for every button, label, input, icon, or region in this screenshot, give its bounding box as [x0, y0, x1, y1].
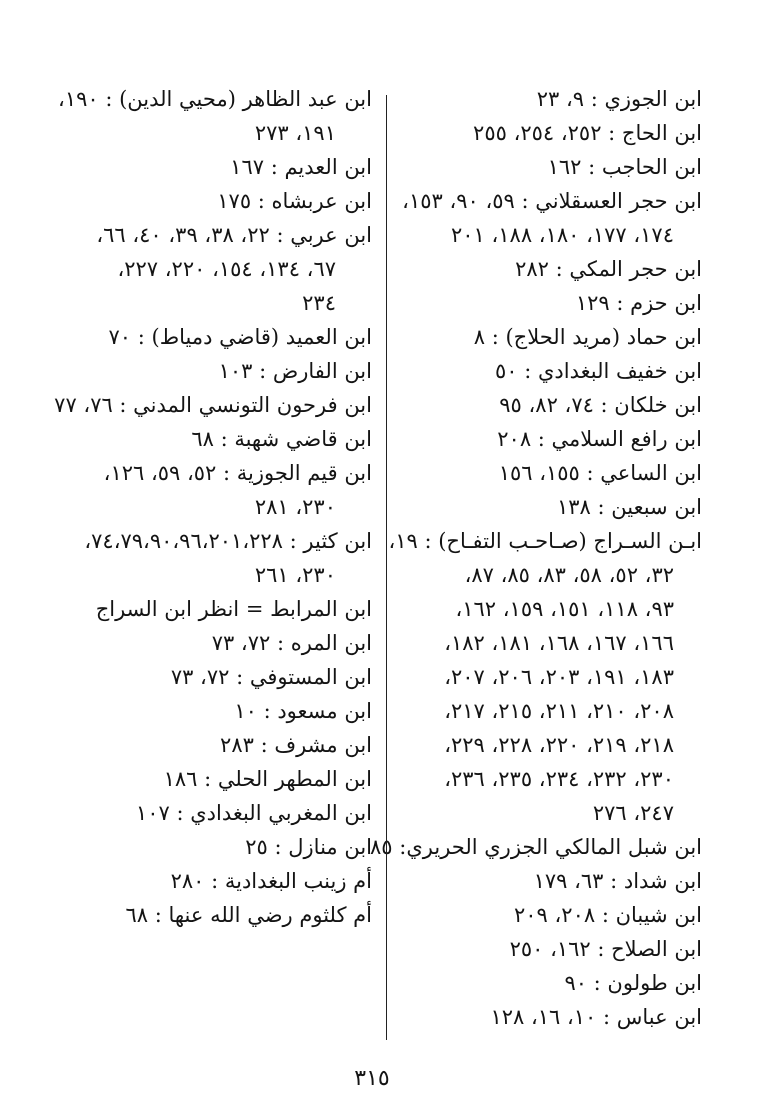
- index-entry: ابن عباس : ١٠، ١٦، ١٢٨: [490, 1005, 702, 1029]
- index-entry-continuation: ٣٢، ٥٢، ٥٨، ٨٣، ٨٥، ٨٧،: [464, 563, 674, 587]
- index-entry: ابن حجر المكي : ٢٨٢: [515, 257, 702, 281]
- index-entry: ابن قاضي شهبة : ٦٨: [191, 427, 372, 451]
- index-entry: ابن كثير : ٧٤،٧٩،٩٠،٩٦،٢٠١،٢٢٨،: [84, 529, 372, 553]
- index-entry: ابن عبد الظاهر (محيي الدين) : ١٩٠،: [58, 87, 372, 111]
- index-entry: ابن العديم : ١٦٧: [230, 155, 372, 179]
- index-entry: أم زينب البغدادية : ٢٨٠: [170, 869, 372, 893]
- index-entry: ابن الساعي : ١٥٥، ١٥٦: [498, 461, 702, 485]
- index-entry-continuation: ٢٣٠، ٢٣٢، ٢٣٤، ٢٣٥، ٢٣٦،: [444, 767, 674, 791]
- page-number: ٣١٥: [354, 1066, 390, 1091]
- index-entry: ابن الصلاح : ١٦٢، ٢٥٠: [509, 937, 702, 961]
- index-entry-continuation: ٩٣، ١١٨، ١٥١، ١٥٩، ١٦٢،: [455, 597, 674, 621]
- index-entry-continuation: ٢٤٧، ٢٧٦: [592, 801, 674, 825]
- index-entry: ابن خلكان : ٧٤، ٨٢، ٩٥: [499, 393, 702, 417]
- index-entry: ابن عربي : ٢٢، ٣٨، ٣٩، ٤٠، ٦٦،: [96, 223, 372, 247]
- index-entry: ابن عربشاه : ١٧٥: [217, 189, 372, 213]
- index-entry: ابن شيبان : ٢٠٨، ٢٠٩: [514, 903, 702, 927]
- index-entry: ابن الفارض : ١٠٣: [218, 359, 372, 383]
- index-entry: ابن حزم : ١٢٩: [575, 291, 702, 315]
- index-entry: ابن مشرف : ٢٨٣: [220, 733, 372, 757]
- index-entry-continuation: ٦٧، ١٣٤، ١٥٤، ٢٢٠، ٢٢٧،: [117, 257, 336, 281]
- index-entry: ابن المره : ٧٢، ٧٣: [211, 631, 372, 655]
- index-entry: ابن رافع السلامي : ٢٠٨: [497, 427, 702, 451]
- index-entry: ابن فرحون التونسي المدني : ٧٦، ٧٧: [54, 393, 372, 417]
- index-entry: ابن خفيف البغدادي : ٥٠: [494, 359, 702, 383]
- index-entry: ابن سبعين : ١٣٨: [557, 495, 702, 519]
- index-entry: ابن طولون : ٩٠: [564, 971, 702, 995]
- index-entry: ابن المرابط = انظر ابن السراج: [95, 597, 372, 621]
- index-entry: ابن العميد (قاضي دمياط) : ٧٠: [108, 325, 372, 349]
- index-entry: ابن الحاجب : ١٦٢: [547, 155, 702, 179]
- index-entry: ابن مسعود : ١٠: [234, 699, 372, 723]
- index-entry: ابن شداد : ٦٣، ١٧٩: [533, 869, 702, 893]
- index-entry-continuation: ٢٣٤: [302, 291, 336, 315]
- index-entry-continuation: ٢٣٠، ٢٨١: [254, 495, 336, 519]
- index-entry-continuation: ٢٣٠، ٢٦١: [254, 563, 336, 587]
- index-entry: ابن قيم الجوزية : ٥٢، ٥٩، ١٢٦،: [103, 461, 372, 485]
- index-entry: ابن المطهر الحلي : ١٨٦: [163, 767, 372, 791]
- index-entry: ابن المستوفي : ٧٢، ٧٣: [170, 665, 372, 689]
- index-entry-continuation: ١٧٤، ١٧٧، ١٨٠، ١٨٨، ٢٠١: [450, 223, 674, 247]
- index-entry: ابن شبل المالكي الجزري الحريري: ٨٥: [370, 835, 702, 859]
- index-entry-continuation: ٢٠٨، ٢١٠، ٢١١، ٢١٥، ٢١٧،: [444, 699, 674, 723]
- index-column-left: [54, 82, 372, 932]
- column-divider: [386, 95, 387, 1040]
- index-entry: أم كلثوم رضي الله عنها : ٦٨: [125, 903, 372, 927]
- index-entry: ابن حجر العسقلاني : ٥٩، ٩٠، ١٥٣،: [402, 189, 702, 213]
- index-entry: ابن الحاج : ٢٥٢، ٢٥٤، ٢٥٥: [473, 121, 702, 145]
- index-entry-continuation: ١٩١، ٢٧٣: [254, 121, 336, 145]
- index-entry: ابـن السـراج (صـاحـب التفـاح) : ١٩،: [388, 529, 702, 553]
- index-entry: ابن منازل : ٢٥: [245, 835, 372, 859]
- index-entry: ابن حماد (مريد الحلاج) : ٨: [473, 325, 702, 349]
- index-entry: ابن المغربي البغدادي : ١٠٧: [135, 801, 372, 825]
- index-column-right: [367, 82, 702, 1034]
- index-entry-continuation: ١٦٦، ١٦٧، ١٦٨، ١٨١، ١٨٢،: [444, 631, 674, 655]
- index-entry: ابن الجوزي : ٩، ٢٣: [536, 87, 702, 111]
- index-entry-continuation: ١٨٣، ١٩١، ٢٠٣، ٢٠٦، ٢٠٧،: [444, 665, 674, 689]
- index-entry-continuation: ٢١٨، ٢١٩، ٢٢٠، ٢٢٨، ٢٢٩،: [444, 733, 674, 757]
